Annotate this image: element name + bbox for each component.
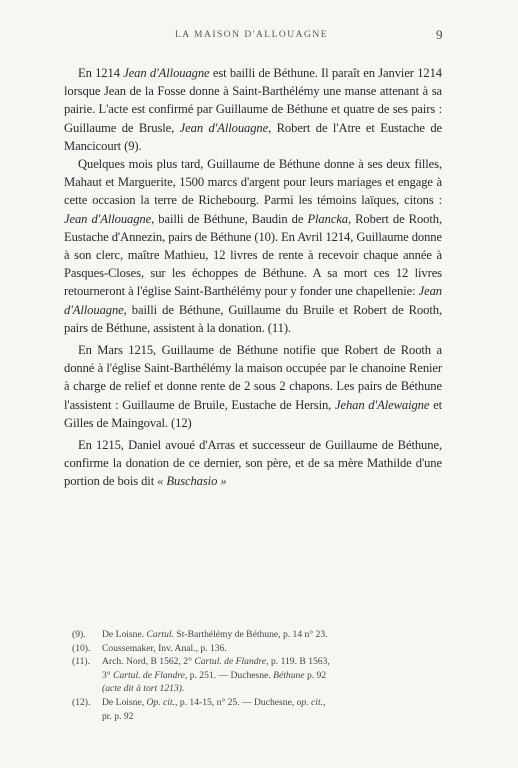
footnote-continuation: [102, 669, 446, 683]
footnote-line: [72, 655, 446, 669]
italic-text: « Buschasio »: [157, 474, 227, 489]
italic-text: Jehan d'Alewaigne: [334, 397, 430, 412]
italic-text: Béthune: [273, 669, 305, 681]
text-run: est bailli de Béthune. Il paraît en Janvier 1214 lorsque Jean de la Fosse donne à Saint-Barthélémy une manse attenant à sa pairie. L'acte est confirmé par Guillaume de Béthune et quatre de ses pairs : Guillaume de Brusle,: [64, 66, 442, 135]
text-run: En Mars 1215, Guillaume de Béthune notifie que Robert de Rooth a donné à l'église Saint-Barthélémy la maison occupée par le chanoine Renier à charge de relief et donne rente de 2 sous 2 chapons. Les pairs de Béthune l'assistent : Guillaume de Bruile, Eustache de Hersin,: [64, 343, 442, 412]
italic-text: Cartul.: [146, 629, 174, 640]
footnote: [72, 642, 446, 656]
footnote-line: [72, 696, 446, 710]
italic-text: Op. cit.: [146, 696, 176, 708]
text-run: p. 92: [304, 669, 327, 681]
italic-text: Jean d'Allouagne: [64, 284, 442, 317]
italic-text: Cartul. de Flandre: [113, 669, 185, 681]
paragraph: [64, 436, 442, 491]
text-run: , bailli de Béthune, Baudin de: [151, 211, 308, 226]
paragraph: [64, 64, 442, 155]
text-run: En 1215, Daniel avoué d'Arras et successeur de Guillaume de Béthune, confirme la donation de ce dernier, son père, et de sa mère Mathilde d'une portion de bois dit: [64, 438, 442, 489]
text-run: 3°: [102, 669, 114, 681]
text-run: Arch. Nord, B 1562, 2°: [102, 656, 195, 668]
footnote-number: (10).: [72, 642, 91, 654]
italic-text: Jean d'Allouagne: [123, 66, 210, 80]
footnote-line: [72, 642, 446, 656]
italic-text: op. cit.: [296, 696, 324, 708]
running-head: LA MAISON D'ALLOUAGNE: [175, 30, 329, 40]
italic-text: Jean d'Allouagne: [64, 211, 152, 226]
footnotes: [72, 628, 446, 723]
italic-text: Plancka: [307, 211, 348, 226]
text-run: St-Barthélémy de Béthune, p. 14 n° 23.: [173, 629, 328, 640]
text-run: Quelques mois plus tard, Guillaume de Béthune donne à ses deux filles, Mahaut et Marguerite, 1500 marcs d'argent pour leurs mariages et engage à cette occasion la terre de Richebourg. Parmi les témoins laïques, citons :: [64, 157, 442, 208]
text-run: et Gilles de Maingoval. (12): [64, 397, 442, 430]
footnote: [72, 696, 446, 723]
page-number: 9: [436, 27, 443, 42]
footnote-continuation: [102, 710, 446, 724]
text-run: En 1214: [78, 66, 124, 80]
footnote-line: [72, 628, 446, 642]
text-run: pr. p. 92: [102, 710, 134, 722]
text-run: , p. 119. B 1563,: [266, 656, 330, 668]
paragraph: [64, 155, 442, 337]
footnote-continuation: [102, 682, 446, 696]
text-run: , p. 251. — Duchesne.: [184, 669, 274, 681]
italic-text: Cartul. de Flandre: [194, 656, 267, 668]
italic-text: (acte dit à tort 1213).: [102, 683, 185, 695]
text-run: Coussemaker, Inv. Anal., p. 136.: [102, 642, 227, 654]
text-run: , p. 14-15, n° 25. — Duchesne,: [175, 696, 297, 708]
text-run: , Robert de Rooth, Eustache d'Annezin, pairs de Béthune (10). En Avril 1214, Guillaume donne à son clerc, maître Mathieu, 12 livres de rente à recevoir chaque année à Pasques-Closes, sur les échoppes de Béthune. A sa mort ces 12 livres retourneront à l'église Saint-Barthélémy pour y fonder une chapellenie:: [64, 211, 443, 299]
paragraph: [64, 341, 442, 432]
text-run: , Robert de l'Atre et Eustache de Mancicourt (9).: [64, 120, 443, 153]
text-run: , bailli de Béthune, Guillaume du Bruile et Robert de Rooth, pairs de Béthune, assistent à la donation. (11).: [64, 302, 442, 335]
body-text: [64, 64, 442, 495]
italic-text: Jean d'Allouagne: [179, 120, 269, 135]
footnote-number: (12).: [72, 696, 91, 708]
footnote: [72, 628, 446, 642]
footnote: [72, 655, 446, 696]
text-run: ,: [323, 696, 326, 708]
footnote-number: (9).: [72, 629, 86, 640]
footnote-number: (11).: [72, 656, 91, 668]
text-run: De Loisne,: [102, 696, 147, 708]
text-run: De Loisne.: [102, 629, 147, 640]
